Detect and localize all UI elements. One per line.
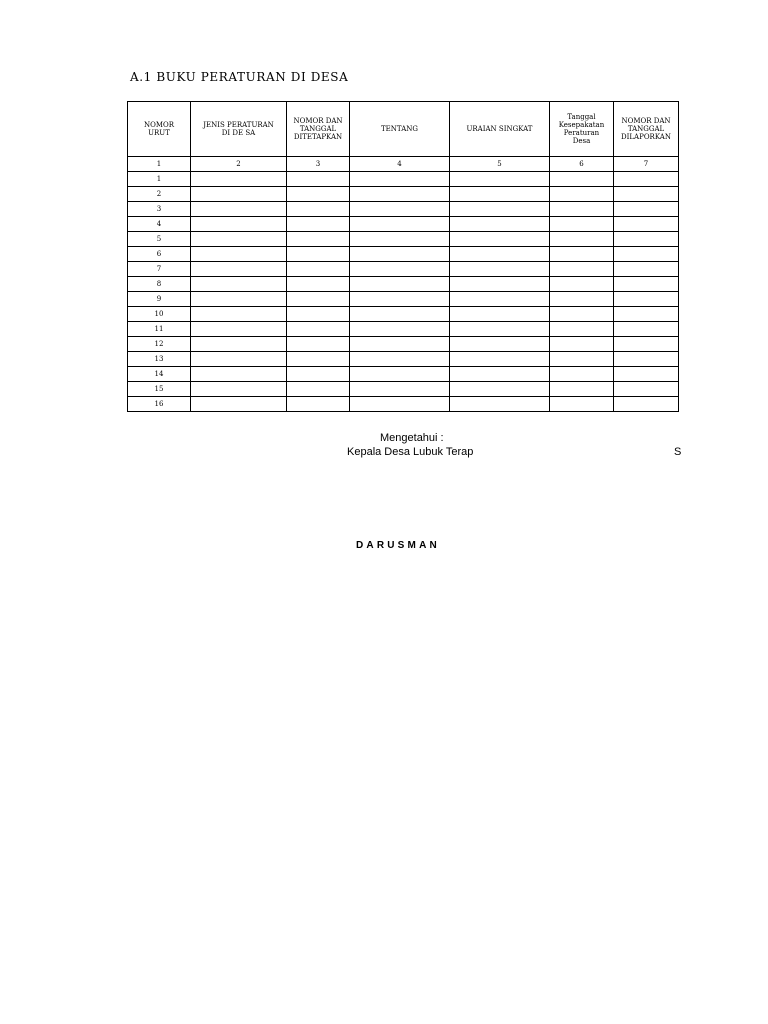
empty-cell (450, 382, 550, 397)
row-number: 1 (128, 172, 191, 187)
empty-cell (450, 307, 550, 322)
signer-name: DARUSMAN (356, 540, 440, 551)
column-number: 1 (128, 157, 191, 172)
empty-cell (191, 307, 287, 322)
table-row (128, 277, 679, 292)
register-table (127, 101, 679, 412)
empty-cell (550, 367, 614, 382)
table-row (128, 172, 679, 187)
empty-cell (614, 202, 679, 217)
page-title: A.1 BUKU PERATURAN DI DESA (130, 70, 349, 84)
empty-cell (550, 397, 614, 412)
empty-cell (614, 397, 679, 412)
table-row (128, 292, 679, 307)
empty-cell (191, 367, 287, 382)
empty-cell (350, 397, 450, 412)
empty-cell (287, 187, 350, 202)
empty-cell (450, 247, 550, 262)
table-row (128, 247, 679, 262)
empty-cell (350, 307, 450, 322)
empty-cell (287, 172, 350, 187)
cut-off-text: S (674, 446, 682, 458)
header-uraian-singkat: URAIAN SINGKAT (450, 102, 550, 157)
empty-cell (287, 382, 350, 397)
empty-cell (550, 172, 614, 187)
empty-cell (614, 322, 679, 337)
empty-cell (191, 337, 287, 352)
empty-cell (450, 217, 550, 232)
empty-cell (350, 322, 450, 337)
row-number: 15 (128, 382, 191, 397)
table-row (128, 202, 679, 217)
empty-cell (450, 397, 550, 412)
village-head-title: Kepala Desa Lubuk Terap (347, 446, 474, 458)
empty-cell (191, 172, 287, 187)
empty-cell (287, 262, 350, 277)
empty-cell (191, 262, 287, 277)
empty-cell (450, 202, 550, 217)
table-row (128, 352, 679, 367)
empty-cell (550, 277, 614, 292)
empty-cell (450, 322, 550, 337)
header-nomor-tanggal-ditetapkan: NOMOR DAN TANGGAL DITETAPKAN (287, 102, 350, 157)
row-number: 11 (128, 322, 191, 337)
table-row (128, 217, 679, 232)
column-number: 7 (614, 157, 679, 172)
empty-cell (614, 292, 679, 307)
empty-cell (287, 202, 350, 217)
empty-cell (350, 202, 450, 217)
empty-cell (287, 292, 350, 307)
row-number: 3 (128, 202, 191, 217)
row-number: 6 (128, 247, 191, 262)
column-number: 4 (350, 157, 450, 172)
empty-cell (614, 217, 679, 232)
empty-cell (614, 247, 679, 262)
empty-cell (550, 202, 614, 217)
empty-cell (287, 247, 350, 262)
empty-cell (614, 172, 679, 187)
table-row (128, 382, 679, 397)
empty-cell (287, 397, 350, 412)
empty-cell (450, 172, 550, 187)
table-row (128, 367, 679, 382)
row-number: 8 (128, 277, 191, 292)
empty-cell (191, 352, 287, 367)
empty-cell (350, 352, 450, 367)
empty-cell (614, 232, 679, 247)
acknowledged-label: Mengetahui : (380, 432, 444, 444)
header-nomor-tanggal-dilaporkan: NOMOR DAN TANGGAL DILAPORKAN (614, 102, 679, 157)
empty-cell (350, 247, 450, 262)
empty-cell (350, 277, 450, 292)
table-row (128, 262, 679, 277)
row-number: 10 (128, 307, 191, 322)
empty-cell (614, 187, 679, 202)
row-number: 4 (128, 217, 191, 232)
table-row (128, 322, 679, 337)
empty-cell (191, 247, 287, 262)
row-number: 5 (128, 232, 191, 247)
table-row (128, 337, 679, 352)
empty-cell (550, 187, 614, 202)
empty-cell (350, 292, 450, 307)
header-tanggal-kesepakatan: Tanggal Kesepakatan Peraturan Desa (550, 102, 614, 157)
empty-cell (191, 322, 287, 337)
empty-cell (550, 352, 614, 367)
empty-cell (550, 292, 614, 307)
empty-cell (287, 352, 350, 367)
header-jenis-peraturan: JENIS PERATURAN DI DE SA (191, 102, 287, 157)
empty-cell (287, 277, 350, 292)
empty-cell (191, 202, 287, 217)
empty-cell (287, 232, 350, 247)
row-number: 13 (128, 352, 191, 367)
empty-cell (287, 367, 350, 382)
empty-cell (450, 352, 550, 367)
column-number-row (128, 157, 679, 172)
empty-cell (287, 307, 350, 322)
empty-cell (450, 292, 550, 307)
empty-cell (550, 337, 614, 352)
empty-cell (450, 262, 550, 277)
empty-cell (287, 337, 350, 352)
empty-cell (191, 217, 287, 232)
empty-cell (350, 382, 450, 397)
empty-cell (191, 187, 287, 202)
column-number: 3 (287, 157, 350, 172)
empty-cell (450, 277, 550, 292)
empty-cell (350, 337, 450, 352)
empty-cell (350, 232, 450, 247)
header-row (128, 102, 679, 157)
empty-cell (550, 247, 614, 262)
header-tentang: TENTANG (350, 102, 450, 157)
empty-cell (191, 277, 287, 292)
row-number: 7 (128, 262, 191, 277)
empty-cell (191, 382, 287, 397)
column-number: 6 (550, 157, 614, 172)
row-number: 16 (128, 397, 191, 412)
empty-cell (614, 307, 679, 322)
empty-cell (287, 322, 350, 337)
row-number: 2 (128, 187, 191, 202)
empty-cell (350, 172, 450, 187)
empty-cell (550, 217, 614, 232)
empty-cell (550, 382, 614, 397)
empty-cell (350, 217, 450, 232)
empty-cell (191, 397, 287, 412)
empty-cell (287, 217, 350, 232)
row-number: 14 (128, 367, 191, 382)
empty-cell (614, 352, 679, 367)
empty-cell (350, 187, 450, 202)
empty-cell (614, 262, 679, 277)
table-row (128, 187, 679, 202)
empty-cell (450, 232, 550, 247)
empty-cell (550, 232, 614, 247)
empty-cell (450, 337, 550, 352)
empty-cell (614, 277, 679, 292)
empty-cell (614, 367, 679, 382)
empty-cell (550, 322, 614, 337)
empty-cell (191, 292, 287, 307)
table-row (128, 307, 679, 322)
empty-cell (550, 307, 614, 322)
empty-cell (350, 262, 450, 277)
row-number: 9 (128, 292, 191, 307)
empty-cell (550, 262, 614, 277)
header-nomor-urut: NOMOR URUT (128, 102, 191, 157)
empty-cell (450, 367, 550, 382)
column-number: 5 (450, 157, 550, 172)
empty-cell (614, 382, 679, 397)
table-row (128, 232, 679, 247)
empty-cell (350, 367, 450, 382)
empty-cell (614, 337, 679, 352)
column-number: 2 (191, 157, 287, 172)
empty-cell (191, 232, 287, 247)
table-row (128, 397, 679, 412)
row-number: 12 (128, 337, 191, 352)
empty-cell (450, 187, 550, 202)
